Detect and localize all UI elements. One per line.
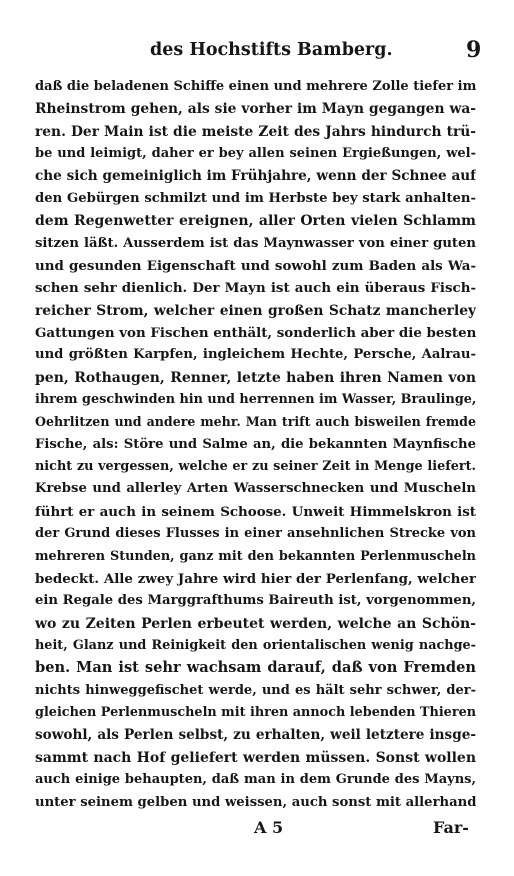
- text-line: Fische, als: Störe und Salme an, die bekannten Maynfische: [35, 436, 476, 452]
- text-line: und größten Karpfen, ingleichem Hechte, Persche, Aalrau-: [35, 347, 476, 363]
- text-line: heit, Glanz und Reinigkeit den orientalischen wenig nachge-: [35, 637, 476, 653]
- text-line: schen sehr dienlich. Der Mayn ist auch ein überaus Fisch-: [35, 280, 476, 297]
- text-line: sitzen läßt. Ausserdem ist das Maynwasser von einer guten: [35, 235, 476, 251]
- text-line: dem Regenwetter ereignen, aller Orten vielen Schlamm: [35, 213, 476, 230]
- text-line: pen, Rothaugen, Renner, letzte haben ihren Namen von: [35, 369, 476, 386]
- text-line: sammt nach Hof geliefert werden müssen. Sonst wollen: [35, 749, 476, 766]
- text-line: unter seinem gelben und weissen, auch sonst mit allerhand: [35, 794, 476, 810]
- running-head: [0, 37, 514, 66]
- text-line: che sich gemeiniglich im Frühjahre, wenn der Schnee auf: [35, 168, 476, 185]
- text-line: ein Regale des Marggrafthums Baireuth ist, vorgenommen,: [35, 593, 476, 609]
- text-line: der Grund dieses Flusses in einer ansehnlichen Strecke von: [35, 526, 476, 542]
- text-line: und gesunden Eigenschaft und sowohl zum Baden als Wa-: [35, 257, 476, 274]
- text-line: daß die beladenen Schiffe einen und mehrere Zolle tiefer im: [35, 79, 476, 94]
- text-line: ihrem geschwinden hin und herrennen im Wasser, Braulinge,: [35, 392, 476, 408]
- text-line: Krebse und allerley Arten Wasserschnecken und Muscheln: [35, 481, 476, 497]
- body-text: [35, 76, 476, 814]
- text-line: führt er auch in seinem Schoose. Unweit Himmelskron ist: [35, 503, 476, 520]
- text-line: ren. Der Main ist die meiste Zeit des Jahrs hindurch trü-: [35, 123, 476, 140]
- text-line: ben. Man ist sehr wachsam darauf, daß von Fremden: [35, 659, 476, 677]
- text-line: Gattungen von Fischen enthält, sonderlich aber die besten: [35, 324, 476, 341]
- text-line: wo zu Zeiten Perlen erbeutet werden, welche an Schön-: [35, 615, 476, 632]
- text-line: Rheinstrom gehen, als sie vorher im Mayn gegangen wa-: [35, 101, 476, 118]
- text-line: Oehrlitzen und andere mehr. Man trift auch bisweilen fremde: [35, 414, 476, 430]
- text-line: den Gebürgen schmilzt und im Herbste bey stark anhalten-: [35, 190, 476, 206]
- text-line: nichts hinweggefischet werde, und es hält sehr schwer, der-: [35, 682, 476, 698]
- catchword: Far-: [433, 818, 469, 837]
- text-line: be und leimigt, daher er bey allen seinen Ergießungen, wel-: [35, 146, 476, 162]
- running-title: des Hochstifts Bamberg.: [150, 40, 393, 60]
- text-line: sowohl, als Perlen selbst, zu erhalten, weil letztere insge-: [35, 727, 476, 744]
- text-line: gleichen Perlenmuscheln mit ihren annoch lebenden Thieren: [35, 705, 476, 721]
- text-line: bedeckt. Alle zwey Jahre wird hier der Perlenfang, welcher: [35, 570, 476, 587]
- page-number: 9: [466, 37, 482, 63]
- text-line: nicht zu vergessen, welche er zu seiner Zeit in Menge liefert.: [35, 459, 476, 475]
- text-line: auch einige behaupten, daß man in dem Grunde des Mayns,: [35, 772, 476, 788]
- page-footer: [0, 818, 514, 842]
- text-line: mehreren Stunden, ganz mit den bekannten Perlenmuscheln: [35, 548, 476, 564]
- text-line: reicher Strom, welcher einen großen Schatz mancherley: [35, 302, 476, 319]
- signature-mark: A 5: [254, 818, 284, 837]
